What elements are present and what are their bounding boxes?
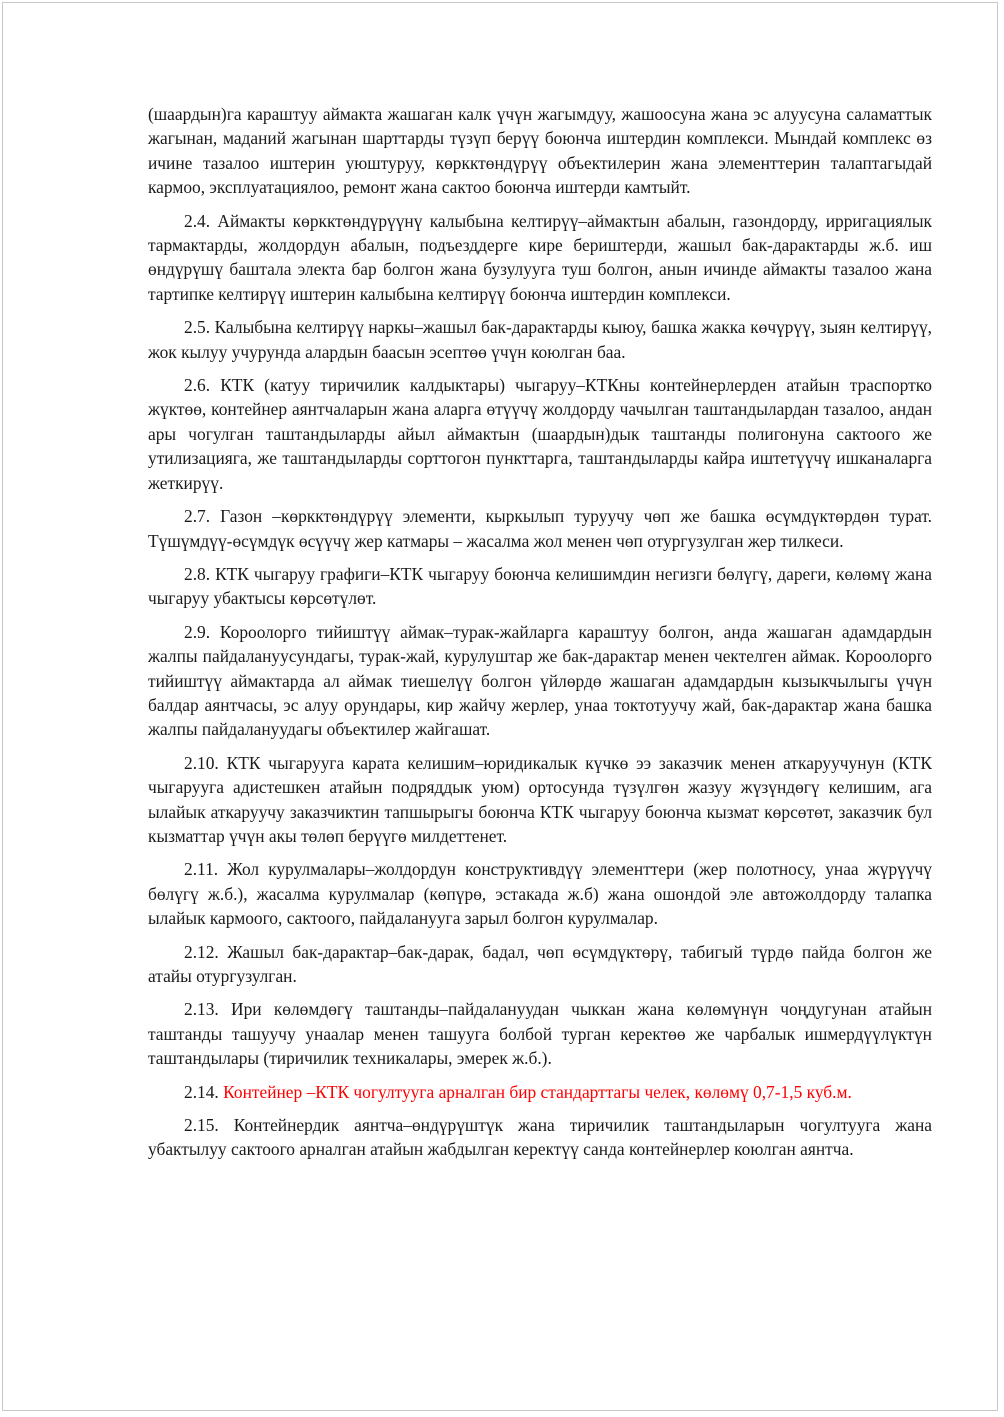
paragraph-2-7: 2.7. Газон –көркктөндүрүү элементи, кыркылып туруучу чөп же башка өсүмдүктөрдөн турат. Түшүмдүү-өсүмдүк өсүүчү жер катмары – жасалма жол менен чөп отургузулган жер тилкеси.: [148, 506, 932, 551]
paragraph-2-11: 2.11. Жол курулмалары–жолдордун конструктивдүү элементтери (жер полотносу, унаа жүрүүчү бөлүгү ж.б.), жасалма курулмалар (көпүрө, эстакада ж.б) жана ошондой эле автожолдорду талапка ылайык кармоого, сактоого, пайдаланууга зарыл болгон курулмалар.: [148, 859, 932, 929]
paragraph-2-9: 2.9. Короолорго тийиштүү аймак–турак-жайларга караштуу болгон, анда жашаган адамдардын жалпы пайдалануусундагы, турак-жай, курулуштар же бак-дарактар менен чектелген аймак. Короолорго тийиштүү аймактарда ал аймак тиешелүү болгон үйлөрдө жашаган адамдардын кызыкчылыгы үчүн балдар аянтчасы, эс алуу орундары, кир жайчу жерлер, унаа токтотуучу жай, бак-дарактар жана башка жалпы пайдалануудагы объектилер жайгашат.: [148, 621, 932, 740]
paragraph-2-14: [148, 1080, 932, 1104]
document-body: [148, 102, 932, 1171]
paragraph-2-14-number: 2.14.: [184, 1081, 224, 1102]
paragraph-2-10: 2.10. КТК чыгарууга карата келишим–юридикалык күчкө ээ заказчик менен аткаруучунун (КТК чыгарууга адистешкен атайын подряддык уюм) ортосунда түзүлгөн жазуу жүзүндөгү келишим, ага ылайык аткаруучу заказчиктин тапшырыгы боюнча КТК чыгаруу боюнча кызмат көрсөтөт, заказчик бул кызматтар үчүн акы төлөп берүүгө милдеттенет.: [148, 752, 932, 846]
paragraph-2-15: 2.15. Контейнердик аянтча–өндүрүштүк жана тиричилик таштандыларын чогултууга жана убактылуу сактоого арналган атайын жабдылган керектүү санда контейнерлер коюлган аянтча.: [148, 1115, 932, 1160]
paragraph-2-6: 2.6. КТК (катуу тиричилик калдыктары) чыгаруу–КТКны контейнерлерден атайын траспортко жүктөө, контейнер аянтчаларын жана аларга өтүүчү жолдорду чачылган таштандылардан тазалоо, андан ары чогулган таштандыларды айыл аймактын (шаардын)дык таштанды полигонуна сактоого же утилизацияга, же таштандыларды сорттогон пункттарга, таштандыларды кайра иштетүүчү ишканаларга жеткирүү.: [148, 375, 932, 493]
paragraph-2-5: 2.5. Калыбына келтирүү наркы–жашыл бак-дарактарды кыюу, башка жакка көчүрүү, зыян келтирүү, жок кылуу учурунда алардын баасын эсептөө үчүн коюлган баа.: [148, 317, 932, 362]
paragraph-2-12: 2.12. Жашыл бак-дарактар–бак-дарак, бадал, чөп өсүмдүктөрү, табигый түрдө пайда болгон же атайы отургузулган.: [148, 941, 932, 986]
paragraph-intro: (шаардын)га караштуу аймакта жашаган калк үчүн жагымдуу, жашоосуна жана эс алуусуна саламаттык жагынан, маданий жагынан шарттарды түзүп берүү боюнча иштердин комплекси. Мындай комплекс өз ичине тазалоо иштерин уюштуруу, көркктөндүрүү объектилерин жана элементтерин талаптагыдай кармоо, эксплуатациялоо, ремонт жана сактоо боюнча иштерди камтыйт.: [148, 104, 932, 198]
document-page: [2, 2, 998, 1411]
paragraph-2-8: 2.8. КТК чыгаруу графиги–КТК чыгаруу боюнча келишимдин негизги бөлүгү, дареги, көлөмү жана чыгаруу убактысы көрсөтүлөт.: [148, 563, 932, 609]
paragraph-2-4: 2.4. Аймакты көркктөндүрүүнү калыбына келтирүү–аймактын абалын, газондорду, ирригациялык тармактарды, жолдордун абалын, подъезддерге кире бериштерди, жашыл бак-дарактарды ж.б. иш өндүрүшү баштала электа бар болгон жана бузулууга туш болгон, анын ичинде аймакты тазалоо жана тартипке келтирүү иштерин калыбына келтирүү боюнча иштердин комплекси.: [148, 210, 932, 304]
paragraph-2-14-highlight: Контейнер –КТК чогултууга арналган бир стандарттагы челек, көлөмү 0,7-1,5 куб.м.: [223, 1081, 852, 1102]
paragraph-2-13: 2.13. Ири көлөмдөгү таштанды–пайдалануудан чыккан жана көлөмүнүн чоңдугунан атайын таштанды ташуучу унаалар менен ташууга болбой турган керектөө же чарбалык ишмердүүлүктүн таштандылары (тиричилик техникалары, эмерек ж.б.).: [148, 999, 932, 1069]
